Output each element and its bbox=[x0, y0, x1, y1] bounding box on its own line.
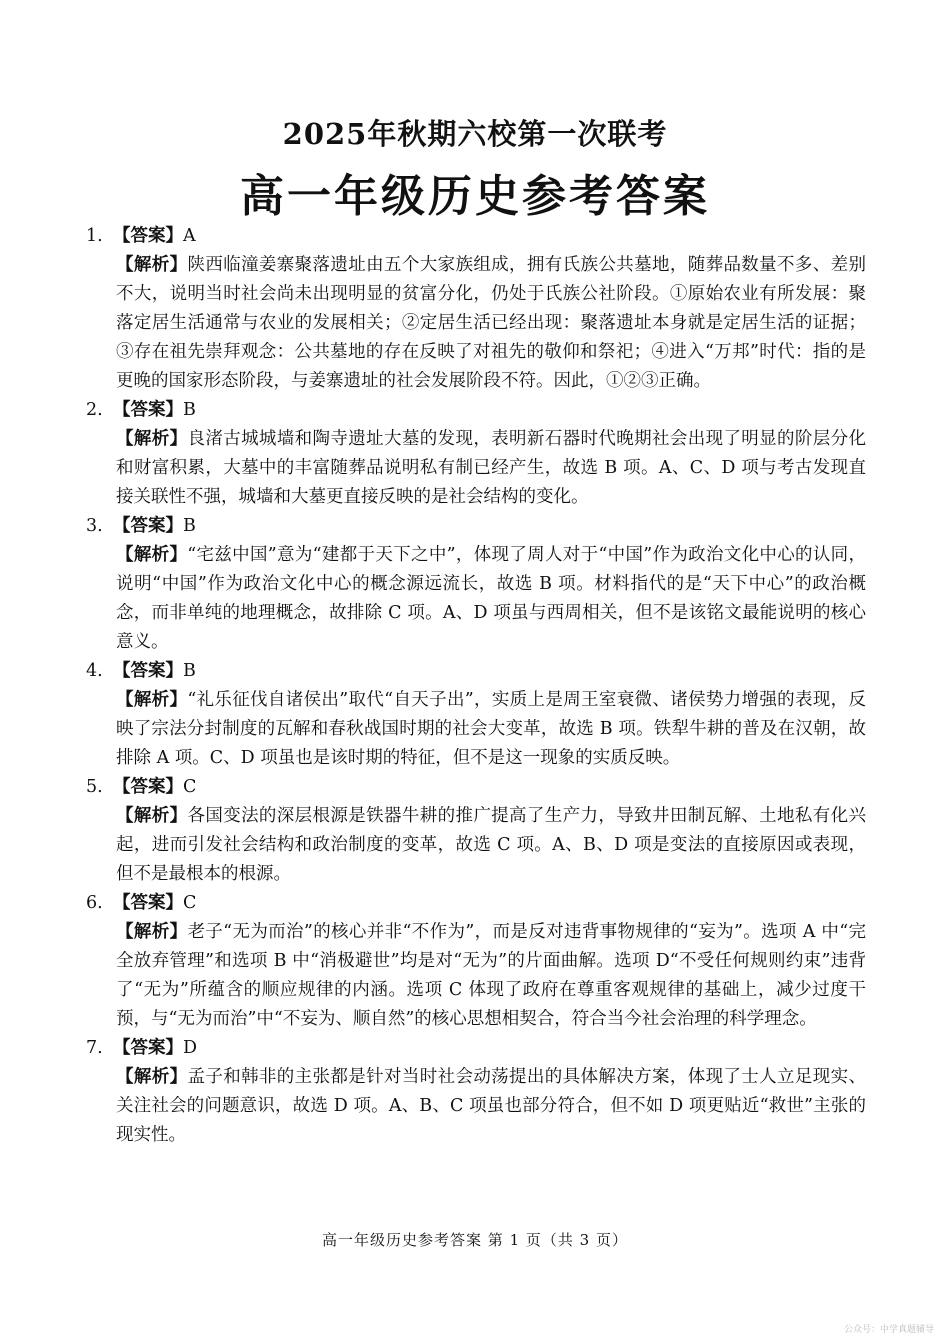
explanation-label: 【解析】 bbox=[116, 806, 188, 826]
question-number: 6. bbox=[86, 893, 103, 913]
question-number: 3. bbox=[86, 516, 103, 536]
answer-item-1 bbox=[86, 222, 866, 396]
answer-label: 【答案】 bbox=[113, 893, 183, 913]
explanation-text: 老子“无为而治”的核心并非“不作为”，而是反对违背事物规律的“妄为”。选项 A 中“完全放弃管理”和选项 B 中“消极避世”均是对“无为”的片面曲解。选项 D“不受任何规则约束”违背了“无为”所蕴含的顺应规律的内涵。选项 C 体现了政府在尊重客观规律的基础上，减少过度干预，与“无为而治”中“不妄为、顺自然”的核心思想相契合，符合当今社会治理的科学理念。 bbox=[116, 922, 867, 1029]
exam-subtitle: 2025年秋期六校第一次联考 bbox=[282, 117, 668, 151]
question-number: 7. bbox=[86, 1038, 103, 1058]
explanation bbox=[86, 251, 866, 396]
answer-label: 【答案】 bbox=[113, 1038, 183, 1058]
answer-value: A bbox=[183, 226, 196, 246]
answer-value: C bbox=[183, 777, 197, 797]
answer-value: B bbox=[183, 400, 196, 420]
answer-item-6 bbox=[86, 889, 866, 1034]
answer-label: 【答案】 bbox=[113, 777, 183, 797]
answer-label: 【答案】 bbox=[113, 226, 183, 246]
explanation-text: 孟子和韩非的主张都是针对当时社会动荡提出的具体解决方案，体现了士人立足现实、关注社会的问题意识，故选 D 项。A、B、C 项虽也部分符合，但不如 D 项更贴近“救世”主张的现实性。 bbox=[116, 1067, 867, 1145]
explanation-label: 【解析】 bbox=[116, 545, 188, 565]
answer-label: 【答案】 bbox=[113, 661, 183, 681]
explanation bbox=[86, 541, 866, 657]
answer-line bbox=[86, 889, 866, 918]
answer-value: B bbox=[183, 661, 196, 681]
explanation bbox=[86, 686, 866, 773]
explanation-label: 【解析】 bbox=[116, 922, 188, 942]
explanation-text: 各国变法的深层根源是铁器牛耕的推广提高了生产力，导致井田制瓦解、土地私有化兴起，进而引发社会结构和政治制度的变革，故选 C 项。A、B、D 项是变法的直接原因或表现，但不是最根本的根源。 bbox=[116, 806, 867, 884]
explanation-text: 陕西临潼姜寨聚落遗址由五个大家族组成，拥有氏族公共墓地，随葬品数量不多、差别不大，说明当时社会尚未出现明显的贫富分化，仍处于氏族公社阶段。①原始农业有所发展：聚落定居生活通常与农业的发展相关；②定居生活已经出现：聚落遗址本身就是定居生活的证据；③存在祖先崇拜观念：公共墓地的存在反映了对祖先的敬仰和祭祀；④进入“万邦”时代：指的是更晚的国家形态阶段，与姜寨遗址的社会发展阶段不符。因此，①②③正确。 bbox=[116, 255, 867, 391]
question-number: 2. bbox=[86, 400, 103, 420]
answer-item-2 bbox=[86, 396, 866, 512]
explanation bbox=[86, 802, 866, 889]
explanation bbox=[86, 1063, 866, 1150]
answer-value: B bbox=[183, 516, 196, 536]
explanation-label: 【解析】 bbox=[116, 429, 188, 449]
explanation-text: “宅兹中国”意为“建都于天下之中”，体现了周人对于“中国”作为政治文化中心的认同，说明“中国”作为政治文化中心的概念源远流长，故选 B 项。材料指代的是“天下中心”的政治概念，而非单纯的地理概念，故排除 C 项。A、D 项虽与西周相关，但不是该铭文最能说明的核心意义。 bbox=[116, 545, 866, 652]
answer-line bbox=[86, 512, 866, 541]
answer-value: D bbox=[183, 1038, 198, 1058]
answer-item-3 bbox=[86, 512, 866, 657]
page-footer: 高一年级历史参考答案 第 1 页（共 3 页） bbox=[322, 1231, 628, 1249]
answer-label: 【答案】 bbox=[113, 400, 183, 420]
answer-line bbox=[86, 222, 866, 251]
explanation-label: 【解析】 bbox=[116, 1067, 188, 1087]
answer-list bbox=[86, 222, 866, 1150]
explanation-text: 良渚古城城墙和陶寺遗址大墓的发现，表明新石器时代晚期社会出现了明显的阶层分化和财富积累，大墓中的丰富随葬品说明私有制已经产生，故选 B 项。A、C、D 项与考古发现直接关联性不强，城墙和大墓更直接反映的是社会结构的变化。 bbox=[116, 429, 867, 507]
answer-line bbox=[86, 773, 866, 802]
explanation bbox=[86, 918, 866, 1034]
answer-value: C bbox=[183, 893, 197, 913]
answer-label: 【答案】 bbox=[113, 516, 183, 536]
answer-line bbox=[86, 1034, 866, 1063]
page-title: 高一年级历史参考答案 bbox=[240, 171, 710, 222]
question-number: 1. bbox=[86, 226, 103, 246]
answer-line bbox=[86, 657, 866, 686]
answer-line bbox=[86, 396, 866, 425]
question-number: 4. bbox=[86, 661, 103, 681]
answer-item-4 bbox=[86, 657, 866, 773]
explanation-text: “礼乐征伐自诸侯出”取代“自天子出”，实质上是周王室衰微、诸侯势力增强的表现，反映了宗法分封制度的瓦解和春秋战国时期的社会大变革，故选 B 项。铁犁牛耕的普及在汉朝，故排除 A 项。C、D 项虽也是该时期的特征，但不是这一现象的实质反映。 bbox=[116, 690, 866, 768]
answer-item-5 bbox=[86, 773, 866, 889]
explanation bbox=[86, 425, 866, 512]
answer-item-7 bbox=[86, 1034, 866, 1150]
watermark: 公众号：中学真题辅导 bbox=[843, 1325, 934, 1335]
explanation-label: 【解析】 bbox=[116, 690, 188, 710]
question-number: 5. bbox=[86, 777, 103, 797]
explanation-label: 【解析】 bbox=[116, 255, 188, 275]
